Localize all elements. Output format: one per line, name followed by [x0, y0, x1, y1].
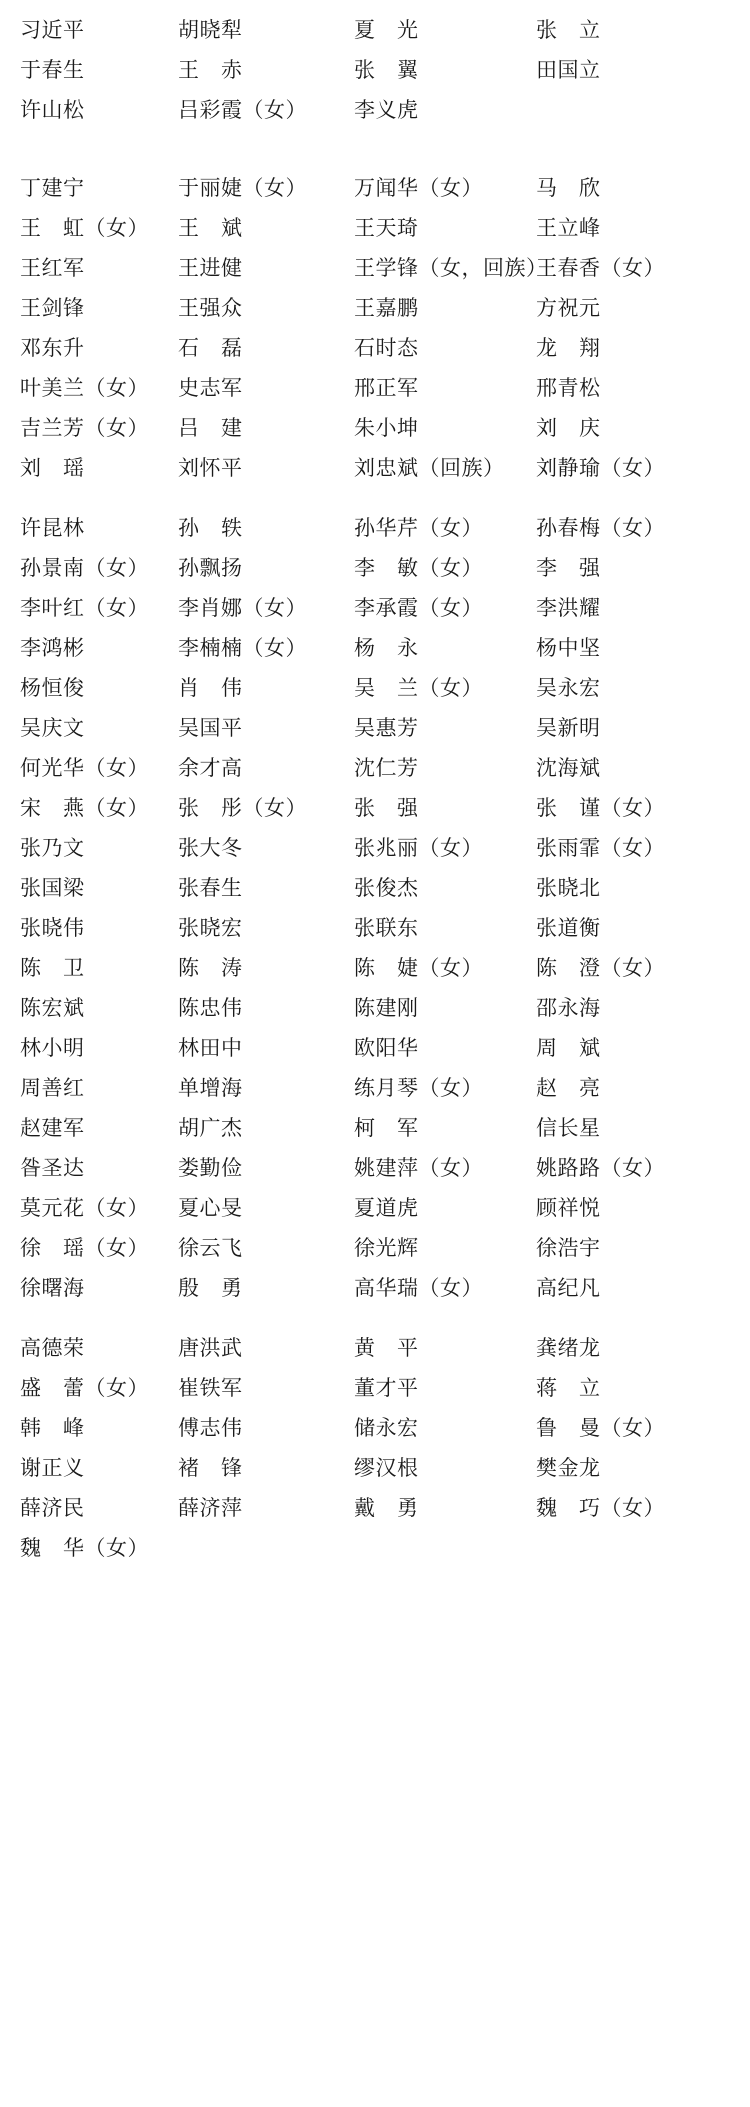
name-cell: 张 谨（女）	[536, 796, 665, 820]
name-cell: 练月琴（女）	[354, 1076, 483, 1100]
name-cell: 邢青松	[536, 376, 601, 400]
name-cell: 于春生	[20, 58, 85, 82]
name-row	[14, 368, 736, 408]
name-cell: 张兆丽（女）	[354, 836, 483, 860]
name-cell: 李鸿彬	[20, 636, 85, 660]
name-cell: 吴庆文	[20, 716, 85, 740]
name-cell: 宋 燕（女）	[20, 796, 149, 820]
name-cell: 韩 峰	[20, 1416, 85, 1440]
name-cell: 丁建宁	[20, 176, 85, 200]
name-cell: 李义虎	[354, 98, 419, 122]
name-row	[14, 1408, 736, 1448]
name-row	[14, 1528, 736, 1568]
name-cell: 吕彩霞（女）	[178, 98, 307, 122]
name-cell: 张 翼	[354, 58, 419, 82]
name-cell: 杨恒俊	[20, 676, 85, 700]
name-cell: 李叶红（女）	[20, 596, 149, 620]
name-cell: 樊金龙	[536, 1456, 601, 1480]
name-cell: 朱小坤	[354, 416, 419, 440]
name-cell: 孙飘扬	[178, 556, 243, 580]
name-cell: 傅志伟	[178, 1416, 243, 1440]
name-cell: 王天琦	[354, 216, 419, 240]
name-cell: 龚绪龙	[536, 1336, 601, 1360]
name-cell: 刘怀平	[178, 456, 243, 480]
name-group	[14, 168, 736, 488]
name-row	[14, 988, 736, 1028]
name-cell: 张晓伟	[20, 916, 85, 940]
name-row	[14, 1268, 736, 1308]
name-cell: 龙 翔	[536, 336, 601, 360]
name-cell: 魏 巧（女）	[536, 1496, 665, 1520]
section-spacer	[14, 488, 736, 508]
name-row	[14, 1188, 736, 1228]
name-cell: 孙春梅（女）	[536, 516, 665, 540]
name-cell: 邵永海	[536, 996, 601, 1020]
name-cell: 周善红	[20, 1076, 85, 1100]
name-cell: 于丽婕（女）	[178, 176, 307, 200]
name-cell: 王嘉鹏	[354, 296, 419, 320]
name-cell: 王学锋（女，回族）	[354, 256, 548, 280]
name-cell: 柯 军	[354, 1116, 419, 1140]
name-cell: 张乃文	[20, 836, 85, 860]
name-cell: 薛济民	[20, 1496, 85, 1520]
name-cell: 王 虹（女）	[20, 216, 149, 240]
name-cell: 刘 庆	[536, 416, 601, 440]
name-cell: 盛 蕾（女）	[20, 1376, 149, 1400]
name-cell: 陈宏斌	[20, 996, 85, 1020]
name-group	[14, 508, 736, 1308]
name-row	[14, 288, 736, 328]
name-cell: 马 欣	[536, 176, 601, 200]
name-cell: 王 赤	[178, 58, 243, 82]
name-cell: 沈仁芳	[354, 756, 419, 780]
name-row	[14, 1028, 736, 1068]
name-cell: 姚建萍（女）	[354, 1156, 483, 1180]
name-row	[14, 788, 736, 828]
name-cell: 叶美兰（女）	[20, 376, 149, 400]
name-cell: 许昆林	[20, 516, 85, 540]
name-cell: 许山松	[20, 98, 85, 122]
name-cell: 陈建刚	[354, 996, 419, 1020]
name-row	[14, 328, 736, 368]
name-cell: 王 斌	[178, 216, 243, 240]
name-cell: 薛济萍	[178, 1496, 243, 1520]
name-cell: 孙华芹（女）	[354, 516, 483, 540]
name-cell: 徐 瑶（女）	[20, 1236, 149, 1260]
name-cell: 昝圣达	[20, 1156, 85, 1180]
name-cell: 李承霞（女）	[354, 596, 483, 620]
name-cell: 姚路路（女）	[536, 1156, 665, 1180]
name-cell: 刘 瑶	[20, 456, 85, 480]
name-cell: 吴国平	[178, 716, 243, 740]
name-cell: 顾祥悦	[536, 1196, 601, 1220]
name-cell: 李洪耀	[536, 596, 601, 620]
name-cell: 陈忠伟	[178, 996, 243, 1020]
name-row	[14, 1068, 736, 1108]
name-cell: 李楠楠（女）	[178, 636, 307, 660]
name-cell: 李 敏（女）	[354, 556, 483, 580]
name-cell: 刘忠斌（回族）	[354, 456, 505, 480]
name-cell: 林小明	[20, 1036, 85, 1060]
name-cell: 高德荣	[20, 1336, 85, 1360]
name-group	[14, 1328, 736, 1568]
name-row	[14, 828, 736, 868]
name-cell: 万闻华（女）	[354, 176, 483, 200]
name-cell: 王立峰	[536, 216, 601, 240]
name-cell: 张春生	[178, 876, 243, 900]
name-cell: 张雨霏（女）	[536, 836, 665, 860]
name-cell: 魏 华（女）	[20, 1536, 149, 1560]
name-cell: 殷 勇	[178, 1276, 243, 1300]
name-row	[14, 548, 736, 588]
name-cell: 孙景南（女）	[20, 556, 149, 580]
name-cell: 张联东	[354, 916, 419, 940]
name-cell: 王剑锋	[20, 296, 85, 320]
name-cell: 张 彤（女）	[178, 796, 307, 820]
name-row	[14, 1448, 736, 1488]
name-cell: 陈 澄（女）	[536, 956, 665, 980]
name-row	[14, 628, 736, 668]
name-cell: 吴 兰（女）	[354, 676, 483, 700]
name-cell: 陈 婕（女）	[354, 956, 483, 980]
name-row	[14, 948, 736, 988]
name-cell: 单增海	[178, 1076, 243, 1100]
name-cell: 徐光辉	[354, 1236, 419, 1260]
name-cell: 何光华（女）	[20, 756, 149, 780]
name-cell: 王春香（女）	[536, 256, 665, 280]
name-cell: 李肖娜（女）	[178, 596, 307, 620]
name-cell: 李 强	[536, 556, 601, 580]
name-row	[14, 1368, 736, 1408]
section-spacer	[14, 130, 736, 168]
name-cell: 吕 建	[178, 416, 243, 440]
name-cell: 周 斌	[536, 1036, 601, 1060]
name-row	[14, 168, 736, 208]
name-row	[14, 1228, 736, 1268]
name-cell: 陈 卫	[20, 956, 85, 980]
name-group	[14, 10, 736, 130]
name-cell: 夏心旻	[178, 1196, 243, 1220]
name-row	[14, 1328, 736, 1368]
name-cell: 王强众	[178, 296, 243, 320]
name-cell: 王红军	[20, 256, 85, 280]
name-row	[14, 748, 736, 788]
name-cell: 石时态	[354, 336, 419, 360]
name-cell: 唐洪武	[178, 1336, 243, 1360]
name-row	[14, 208, 736, 248]
name-row	[14, 10, 736, 50]
name-cell: 杨中坚	[536, 636, 601, 660]
name-row	[14, 908, 736, 948]
name-row	[14, 708, 736, 748]
name-cell: 邓东升	[20, 336, 85, 360]
name-row	[14, 668, 736, 708]
name-cell: 蒋 立	[536, 1376, 601, 1400]
name-cell: 黄 平	[354, 1336, 419, 1360]
name-row	[14, 50, 736, 90]
name-cell: 史志军	[178, 376, 243, 400]
name-cell: 信长星	[536, 1116, 601, 1140]
name-cell: 赵 亮	[536, 1076, 601, 1100]
name-cell: 杨 永	[354, 636, 419, 660]
name-row	[14, 868, 736, 908]
name-cell: 戴 勇	[354, 1496, 419, 1520]
name-cell: 鲁 曼（女）	[536, 1416, 665, 1440]
name-cell: 张俊杰	[354, 876, 419, 900]
name-cell: 夏道虎	[354, 1196, 419, 1220]
name-cell: 沈海斌	[536, 756, 601, 780]
name-cell: 娄勤俭	[178, 1156, 243, 1180]
name-cell: 谢正义	[20, 1456, 85, 1480]
name-cell: 夏 光	[354, 18, 419, 42]
name-row	[14, 1148, 736, 1188]
name-cell: 欧阳华	[354, 1036, 419, 1060]
name-cell: 张 立	[536, 18, 601, 42]
name-cell: 林田中	[178, 1036, 243, 1060]
name-cell: 徐曙海	[20, 1276, 85, 1300]
name-cell: 赵建军	[20, 1116, 85, 1140]
name-row	[14, 408, 736, 448]
name-cell: 吴惠芳	[354, 716, 419, 740]
name-cell: 张晓宏	[178, 916, 243, 940]
name-cell: 储永宏	[354, 1416, 419, 1440]
name-row	[14, 1488, 736, 1528]
name-cell: 莫元花（女）	[20, 1196, 149, 1220]
name-row	[14, 588, 736, 628]
name-cell: 张晓北	[536, 876, 601, 900]
name-cell: 张国梁	[20, 876, 85, 900]
name-cell: 张 强	[354, 796, 419, 820]
name-cell: 陈 涛	[178, 956, 243, 980]
name-cell: 缪汉根	[354, 1456, 419, 1480]
name-cell: 刘静瑜（女）	[536, 456, 665, 480]
name-cell: 胡广杰	[178, 1116, 243, 1140]
name-cell: 习近平	[20, 18, 85, 42]
name-cell: 董才平	[354, 1376, 419, 1400]
name-row	[14, 90, 736, 130]
name-cell: 褚 锋	[178, 1456, 243, 1480]
name-cell: 徐云飞	[178, 1236, 243, 1260]
name-cell: 田国立	[536, 58, 601, 82]
name-cell: 吉兰芳（女）	[20, 416, 149, 440]
name-cell: 肖 伟	[178, 676, 243, 700]
section-spacer	[14, 1308, 736, 1328]
name-cell: 石 磊	[178, 336, 243, 360]
name-cell: 胡晓犁	[178, 18, 243, 42]
name-row	[14, 508, 736, 548]
name-cell: 高华瑞（女）	[354, 1276, 483, 1300]
name-cell: 方祝元	[536, 296, 601, 320]
name-cell: 吴新明	[536, 716, 601, 740]
name-cell: 孙 轶	[178, 516, 243, 540]
name-cell: 徐浩宇	[536, 1236, 601, 1260]
name-cell: 张大冬	[178, 836, 243, 860]
name-cell: 吴永宏	[536, 676, 601, 700]
name-cell: 余才高	[178, 756, 243, 780]
name-cell: 王进健	[178, 256, 243, 280]
name-cell: 崔铁军	[178, 1376, 243, 1400]
name-cell: 邢正军	[354, 376, 419, 400]
name-row	[14, 448, 736, 488]
name-cell: 高纪凡	[536, 1276, 601, 1300]
name-row	[14, 248, 736, 288]
name-cell: 张道衡	[536, 916, 601, 940]
name-list-content	[14, 10, 736, 1568]
name-row	[14, 1108, 736, 1148]
